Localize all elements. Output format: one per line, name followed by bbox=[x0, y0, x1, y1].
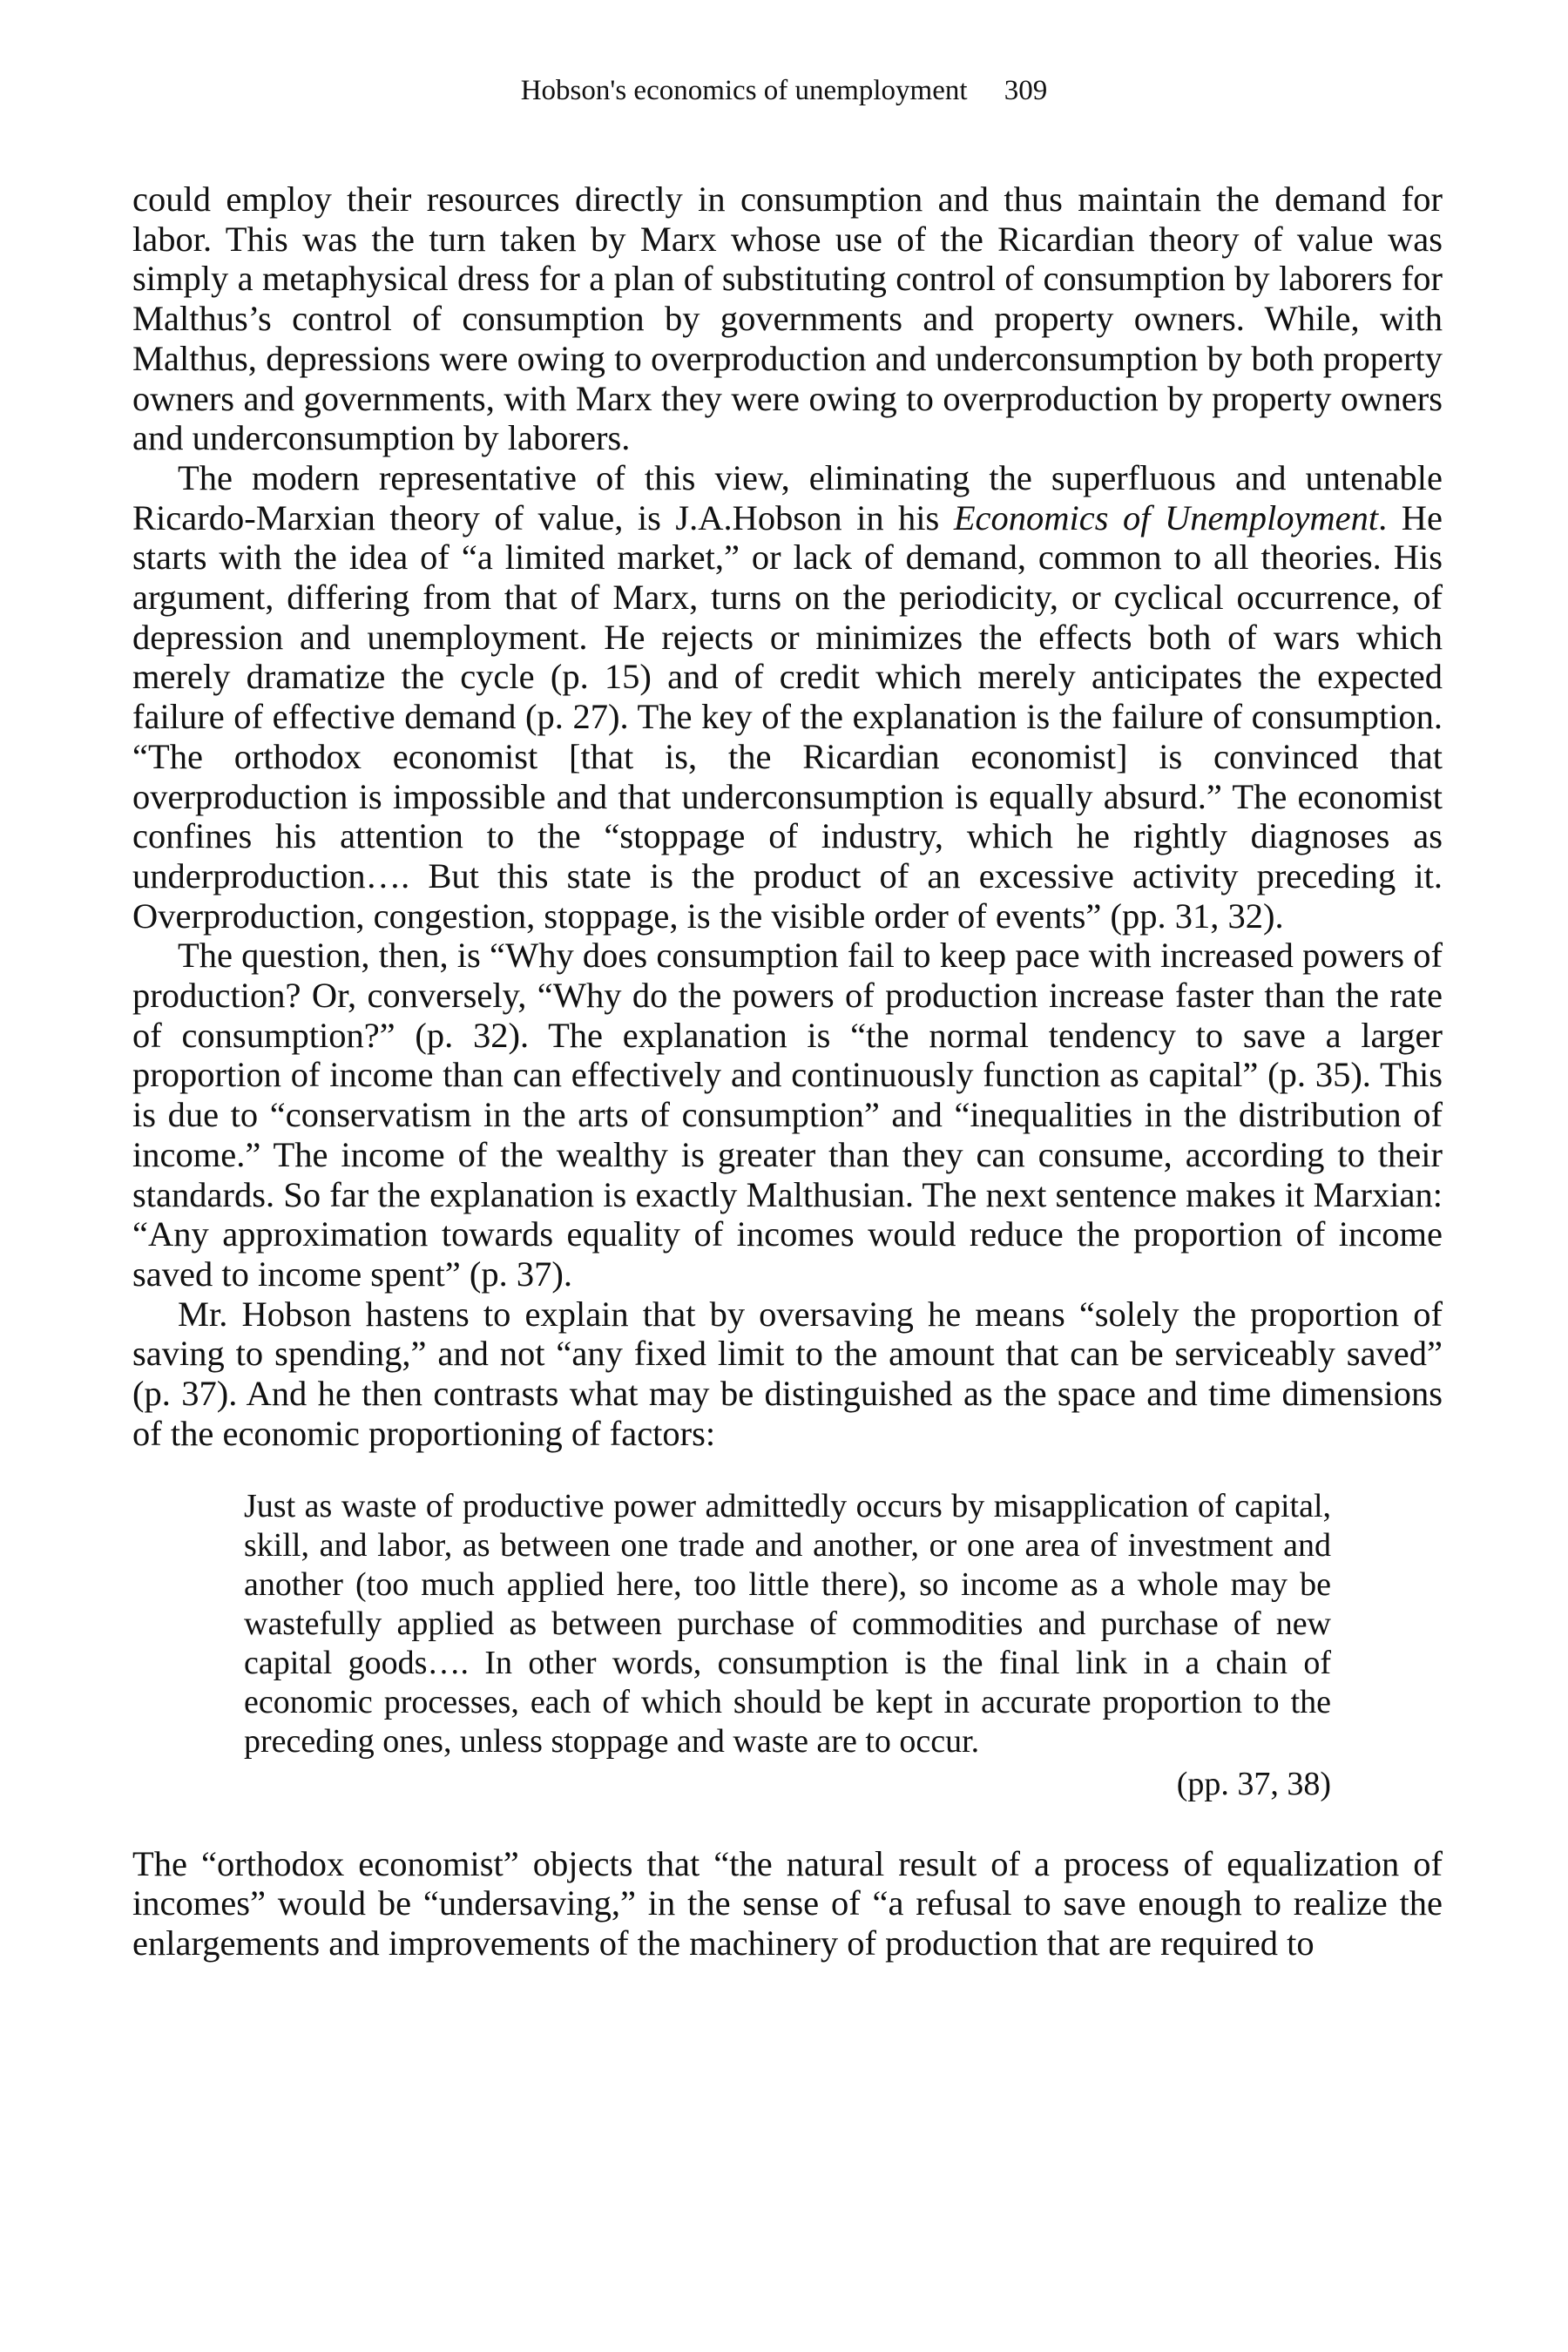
paragraph-4: Mr. Hobson hastens to explain that by oversaving he means “solely the proportion of saving to spending,” and not “any fixed limit to the amount that can be serviceably saved” (p. 37). And he then contrasts what may be distinguished as the space and time dimensions of the economic proportioning of factors: bbox=[132, 1294, 1443, 1453]
paragraph-2-rest: . He starts with the idea of “a limited market,” or lack of demand, common to all theories. His argument, differing from that of Marx, turns on the periodicity, or cyclical occurrence, of depression and unemployment. He rejects or minimizes the effects both of wars which merely dramatize the cycle (p. 15) and of credit which merely anticipates the expected failure of effective demand (p. 27). The key of the explanation is the failure of consumption. “The orthodox economist [that is, the Ricardian economist] is convinced that overproduction is impossible and that underconsumption is equally absurd.” The economist confines his attention to the “stoppage of industry, which he rightly diagnoses as underproduction…. But this state is the product of an excessive activity preceding it. Overproduction, congestion, stoppage, is the visible order of events” (pp. 31, 32). bbox=[132, 497, 1443, 936]
paragraph-1: could employ their resources directly in consumption and thus maintain the demand for labor. This was the turn taken by Marx whose use of the Ricardian theory of value was simply a metaphysical dress for a plan of substituting control of consumption by laborers for Malthus’s control of consumption by governments and property owners. While, with Malthus, depressions were owing to overproduction and underconsumption by both property owners and governments, with Marx they were owing to overproduction by property owners and underconsumption by laborers. bbox=[132, 179, 1443, 458]
page-number: 309 bbox=[1004, 75, 1048, 106]
book-title: Economics of Unemployment bbox=[953, 497, 1379, 537]
paragraph-3: The question, then, is “Why does consumption fail to keep pace with increased powers of production? Or, conversely, “Why do the powers of production increase faster than the rate of consumption?” (p. 32). The explanation is “the normal tendency to save a larger proportion of income than can effectively and continuously function as capital” (p. 35). This is due to “conservatism in the arts of consumption” and “inequalities in the distribution of income.” The income of the wealthy is greater than they can consume, according to their standards. So far the explanation is exactly Malthusian. The next sentence makes it Marxian: “Any approximation towards equality of incomes would reduce the proportion of income saved to income spent” (p. 37). bbox=[132, 936, 1443, 1294]
block-quote bbox=[244, 1487, 1331, 1804]
paragraph-5: The “orthodox economist” objects that “the natural result of a process of equalization of incomes” would be “undersaving,” in the sense of “a refusal to save enough to realize the enlargements and improvements of the machinery of production that are required to bbox=[132, 1843, 1443, 1963]
block-quote-text: Just as waste of productive power admittedly occurs by misapplication of capital, skill, and labor, as between one trade and another, or one area of investment and another (too much applied here, too little there), so income as a whole may be wastefully applied as between purchase of commodities and purchase of new capital goods…. In other words, consumption is the final link in a chain of economic processes, each of which should be kept in accurate proportion to the preceding ones, unless stoppage and waste are to occur. bbox=[244, 1487, 1331, 1760]
block-quote-citation: (pp. 37, 38) bbox=[1176, 1765, 1331, 1802]
paragraph-2 bbox=[132, 458, 1443, 936]
running-header-title: Hobson's economics of unemployment bbox=[520, 75, 968, 106]
paragraph-2-lead: The modern representative of this view, eliminating the superfluous and untenable Ricardo-Marxian theory of value, is J.A.Hobson in his bbox=[132, 457, 1443, 537]
running-header bbox=[0, 73, 1568, 108]
body-text bbox=[132, 179, 1443, 1963]
